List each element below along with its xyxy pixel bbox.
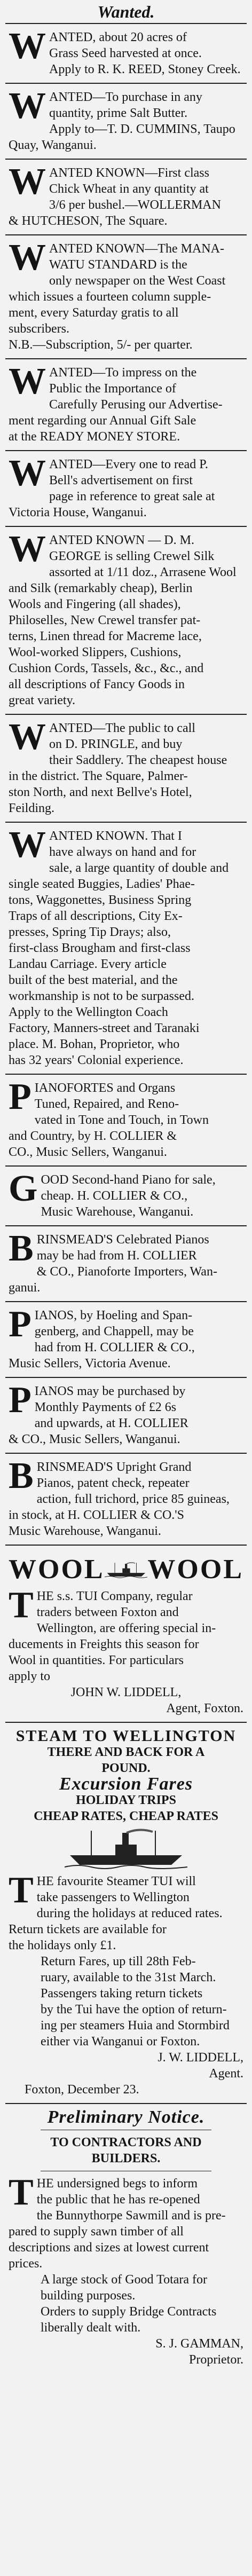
agent-name: JOHN W. LIDDELL,: [70, 1685, 182, 1699]
notice-sub2: BUILDERS.: [91, 2152, 161, 2165]
text-line: Music Sellers, Victoria Avenue.: [9, 1357, 171, 1370]
steam-passengers: [9, 1986, 243, 2050]
text-line: descriptions and sizes at lowest current: [9, 2241, 209, 2255]
text-line: apply to: [9, 1669, 50, 1683]
text-line: cheap. H. COLLIER & CO.,: [41, 1189, 188, 1203]
text-line: the Bunnythorpe Sawmill and is pre-: [36, 2209, 226, 2223]
cheap-line: CHEAP RATES, CHEAP RATES: [34, 1809, 218, 1823]
text-line: assorted at 1/11 doz., Arrasene Wool: [49, 565, 237, 579]
text-line: & HUTCHESON, The Square.: [9, 214, 168, 228]
drop-cap: P: [9, 1076, 32, 1117]
drop-cap: W: [9, 361, 46, 402]
text-line: Wellington, are offering special in-: [36, 1621, 216, 1635]
classified-ads: [5, 24, 247, 1546]
text-line: building purposes.: [41, 2289, 136, 2303]
text-line: great variety.: [9, 694, 76, 707]
drop-cap: T: [9, 1585, 34, 1626]
drop-cap: P: [9, 1380, 32, 1421]
text-line: single seated Buggies, Ladies' Phae-: [9, 877, 195, 891]
text-line: Apply to the Wellington Coach: [9, 1005, 168, 1019]
drop-cap: W: [9, 26, 46, 67]
text-line: at the READY MONEY STORE.: [9, 430, 180, 444]
text-line: Quay, Wanganui.: [9, 138, 97, 152]
notice-heading: Preliminary Notice.: [47, 2107, 205, 2127]
classified-ad: [5, 715, 247, 823]
text-line: ANTED—To purchase in any: [49, 90, 202, 104]
text-line: first-class Brougham and first-class: [9, 941, 191, 955]
text-line: IANOFORTES and Organs: [34, 1081, 176, 1095]
text-line: ment, every Saturday gratis to all: [9, 306, 179, 320]
text-line: Landau Carriage. Every article: [9, 957, 167, 971]
text-line: IANOS may be purchased by: [34, 1384, 186, 1398]
text-line: ganui.: [9, 1281, 41, 1295]
drop-cap: W: [9, 161, 46, 202]
text-line: Philoselles, New Crewel transfer pat-: [9, 613, 201, 627]
classified-ad: [5, 1167, 247, 1226]
steam-sub2: POUND.: [101, 1761, 151, 1775]
drop-cap: W: [9, 453, 46, 494]
text-line: N.B.—Subscription, 5/- per quarter.: [9, 338, 193, 352]
agent-role: Agent.: [209, 2067, 243, 2081]
excursion-heading: Excursion Fares: [59, 1774, 193, 1794]
drop-cap: P: [9, 1304, 32, 1345]
classified-ad: [5, 24, 247, 84]
text-line: 3/6 per bushel.—WOLLERMAN: [49, 198, 221, 212]
steam-heading: STEAM TO WELLINGTON: [15, 1727, 237, 1745]
text-line: ston North, and next Bellve's Hotel,: [9, 785, 192, 799]
text-line: ANTED KNOWN—First class: [49, 166, 209, 180]
classified-ad: [5, 1075, 247, 1167]
drop-cap: T: [9, 2172, 34, 2213]
text-line: IANOS, by Hoeling and Span-: [34, 1309, 193, 1322]
text-line: in the district. The Square, Palmer-: [9, 769, 188, 783]
wool-header: [9, 1551, 243, 1588]
classified-ad: [5, 823, 247, 1075]
steam-ad: [5, 1723, 247, 2104]
classified-ad: [5, 359, 247, 451]
text-line: Music Warehouse, Wanganui.: [41, 1205, 194, 1219]
text-line: HE favourite Steamer TUI will: [36, 1874, 196, 1888]
classified-ad: [5, 527, 247, 715]
text-line: Monthly Payments of £2 6s: [34, 1400, 177, 1414]
notice-ad: [5, 2104, 247, 2373]
agent-place: Agent, Foxton.: [166, 1701, 243, 1715]
text-line: sale, a large quantity of double and: [49, 861, 229, 875]
drop-cap: W: [9, 85, 46, 127]
text-line: HE s.s. TUI Company, regular: [36, 1589, 193, 1603]
text-line: only newspaper on the West Coast: [49, 274, 226, 288]
text-line: terns, Linen thread for Macreme lace,: [9, 629, 202, 643]
text-line: have always on hand and for: [49, 845, 196, 859]
drop-cap: W: [9, 716, 46, 758]
text-line: all descriptions of Fancy Goods in: [9, 678, 185, 691]
drop-cap: B: [9, 1455, 34, 1496]
notice-orders: [9, 2304, 243, 2336]
text-line: pared to supply sawn timber of all: [9, 2225, 184, 2239]
wool-body: [9, 1585, 243, 1684]
newspaper-column: [5, 0, 247, 2373]
text-line: Victoria House, Wanganui.: [9, 506, 147, 519]
text-line: ing per steamers Huia and Stormbird: [41, 2019, 230, 2033]
text-line: Factory, Manners-street and Taranaki: [9, 1021, 200, 1035]
wool-ad: [5, 1546, 247, 1723]
section-heading: Wanted.: [5, 0, 247, 24]
text-line: Apply to R. K. REED, Stoney Creek.: [49, 62, 241, 76]
text-line: GEORGE is selling Crewel Silk: [49, 549, 215, 563]
text-line: their Saddlery. The cheapest house: [49, 753, 227, 767]
text-line: liberally dealt with.: [41, 2321, 141, 2335]
text-line: take passengers to Wellington: [36, 1890, 190, 1904]
classified-ad: [5, 1302, 247, 1378]
classified-ad: [5, 1454, 247, 1546]
text-line: and Silk (remarkably cheap), Berlin: [9, 581, 193, 595]
drop-cap: G: [9, 1168, 38, 1209]
dateline: Foxton, December 23.: [25, 2083, 139, 2097]
steam-body: [9, 1870, 243, 1953]
classified-ad: [5, 84, 247, 160]
text-line: traders between Foxton and: [36, 1605, 179, 1619]
text-line: & CO., Pianoforte Importers, Wan-: [36, 1265, 217, 1279]
text-line: ment regarding our Annual Gift Sale: [9, 414, 196, 428]
text-line: Orders to supply Bridge Contracts: [41, 2305, 217, 2319]
text-line: Tuned, Repaired, and Reno-: [34, 1097, 179, 1111]
notice-body: [9, 2172, 243, 2272]
signer-name: S. J. GAMMAN,: [155, 2337, 243, 2351]
drop-cap: W: [9, 529, 46, 570]
steam-sub1: THERE AND BACK FOR A: [47, 1745, 205, 1759]
holiday-line: HOLIDAY TRIPS: [76, 1793, 176, 1807]
text-line: built of the best material, and the: [9, 973, 178, 987]
text-line: Traps of all descriptions, City Ex-: [9, 909, 183, 923]
text-line: Return Fares, up till 28th Feb-: [41, 1955, 196, 1968]
notice-sub1: TO CONTRACTORS AND: [50, 2136, 202, 2149]
text-line: & CO., Music Sellers, Wanganui.: [9, 1432, 180, 1446]
text-line: presses, Spring Tip Drays; also,: [9, 925, 171, 939]
text-line: and Country, by H. COLLIER &: [9, 1129, 177, 1143]
drop-cap: B: [9, 1228, 34, 1269]
text-line: genberg, and Chappell, may be: [34, 1325, 194, 1338]
signer-role: Proprietor.: [189, 2353, 243, 2367]
text-line: Feilding.: [9, 801, 55, 815]
text-line: ANTED KNOWN — D. M.: [49, 533, 194, 547]
text-line: Wool-worked Slippers, Cushions,: [9, 645, 182, 659]
text-line: during the holidays at reduced rates.: [36, 1907, 223, 1920]
text-line: may be had from H. COLLIER: [36, 1249, 197, 1263]
text-line: Apply to—T. D. CUMMINS, Taupo: [49, 122, 235, 136]
text-line: CO., Music Sellers, Wanganui.: [9, 1145, 167, 1159]
text-line: page in reference to great sale at: [49, 490, 215, 503]
text-line: HE undersigned begs to inform: [36, 2177, 198, 2191]
text-line: by the Tui have the option of return-: [41, 2003, 227, 2016]
text-line: Bell's advertisement on first: [49, 474, 193, 487]
text-line: ANTED—The public to call: [49, 721, 195, 735]
text-line: Pianos, patent check, repeater: [36, 1476, 190, 1490]
classified-ad: [5, 451, 247, 527]
text-line: subscribers.: [9, 322, 69, 336]
text-line: action, full trichord, price 85 guineas,: [36, 1492, 230, 1506]
classified-ad: [5, 235, 247, 359]
text-line: ANTED, about 20 acres of: [49, 30, 187, 44]
wool-label-left: WOOL: [9, 1554, 105, 1585]
drop-cap: T: [9, 1870, 34, 1911]
text-line: workmanship is not to be surpassed.: [9, 989, 194, 1003]
text-line: Passengers taking return tickets: [41, 1987, 203, 2000]
text-line: has 32 years' Colonial experience.: [9, 1053, 184, 1067]
drop-cap: W: [9, 237, 46, 278]
steamship-icon: [65, 1827, 187, 1870]
text-line: WATU STANDARD is the: [49, 258, 187, 272]
text-line: RINSMEAD'S Celebrated Pianos: [36, 1233, 209, 1247]
text-line: which issues a fourteen column supple-: [9, 290, 211, 304]
text-line: OOD Second-hand Piano for sale,: [41, 1173, 216, 1187]
text-line: in stock, at H. COLLIER & CO.'S: [9, 1508, 184, 1522]
text-line: ANTED—To impress on the: [49, 366, 197, 380]
steamship-icon: [105, 1551, 148, 1588]
classified-ad: [5, 1226, 247, 1302]
text-line: Cushion Cords, Tassels, &c., &c., and: [9, 661, 204, 675]
text-line: Return tickets are available for: [9, 1923, 167, 1936]
text-line: had from H. COLLIER & CO.,: [34, 1341, 195, 1354]
text-line: Wool in quantities. For particulars: [9, 1653, 184, 1667]
text-line: Grass Seed harvested at once.: [49, 46, 202, 60]
text-line: Wools and Fingering (all shades),: [9, 597, 181, 611]
text-line: tons, Waggonettes, Business Spring: [9, 893, 192, 907]
text-line: either via Wanganui or Foxton.: [41, 2035, 200, 2049]
classified-ad: [5, 160, 247, 235]
text-line: vated in Tone and Touch, in Town: [34, 1113, 209, 1127]
text-line: quantity, prime Salt Butter.: [49, 106, 188, 120]
text-line: place. M. Bohan, Proprietor, who: [9, 1037, 180, 1051]
text-line: RINSMEAD'S Upright Grand: [36, 1460, 192, 1474]
wool-label-right: WOOL: [147, 1554, 243, 1585]
classified-ad: [5, 1378, 247, 1454]
text-line: ANTED KNOWN. That I: [49, 829, 182, 843]
drop-cap: W: [9, 824, 46, 865]
text-line: and upwards, at H. COLLIER: [34, 1416, 188, 1430]
text-line: prices.: [9, 2257, 43, 2271]
text-line: ducements in Freights this season for: [9, 1637, 199, 1651]
notice-stock: [9, 2272, 243, 2304]
text-line: Music Warehouse, Wanganui.: [9, 1524, 161, 1538]
text-line: ANTED KNOWN—The MANA-: [49, 242, 224, 256]
text-line: ruary, available to the 31st March.: [41, 1971, 216, 1984]
text-line: ANTED—Every one to read P.: [49, 458, 208, 471]
text-line: on D. PRINGLE, and buy: [49, 737, 183, 751]
text-line: the public that he has re-opened: [36, 2193, 200, 2207]
text-line: Public the Importance of: [49, 382, 176, 396]
text-line: A large stock of Good Totara for: [41, 2273, 208, 2287]
text-line: Carefully Perusing our Advertise-: [49, 398, 223, 412]
text-line: Chick Wheat in any quantity at: [49, 182, 209, 196]
text-line: the holidays only £1.: [9, 1939, 116, 1952]
steam-return-fares: [9, 1953, 243, 1986]
agent-name: J. W. LIDDELL,: [158, 2051, 243, 2065]
